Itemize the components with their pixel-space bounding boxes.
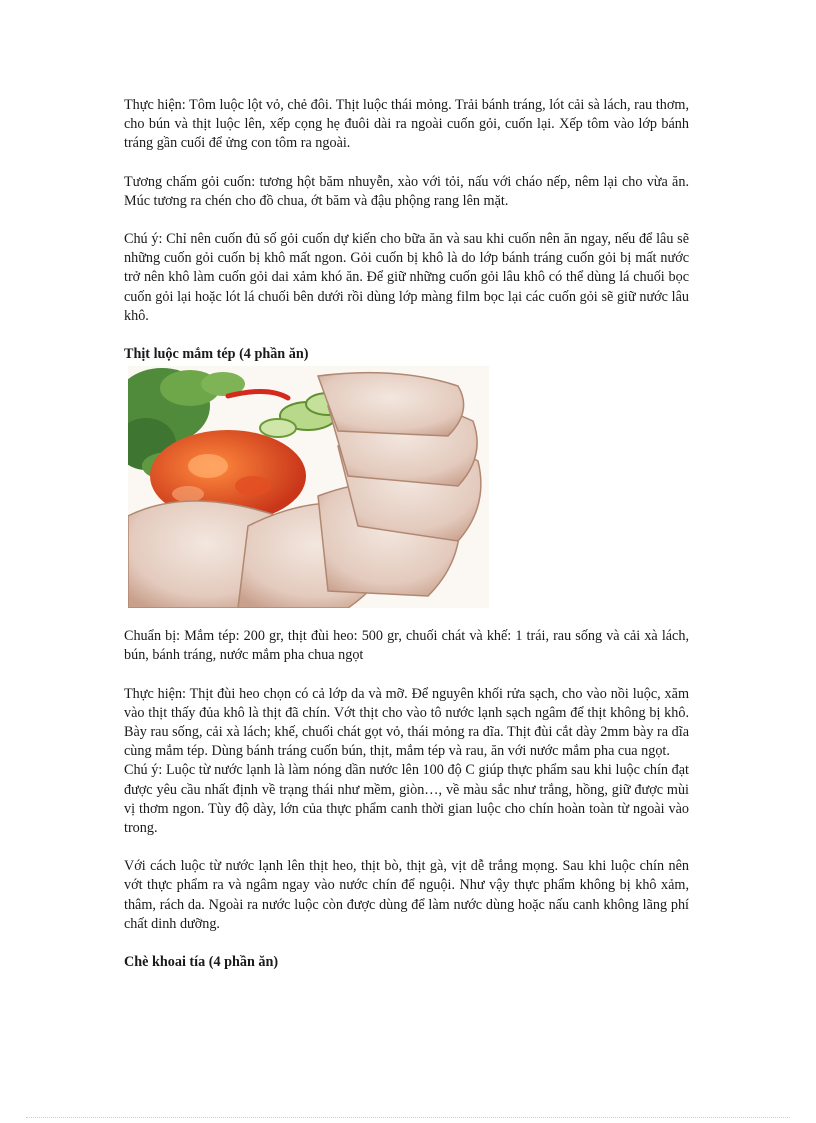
boiled-pork-illustration [128,366,489,608]
recipe-title-thit-luoc: Thịt luộc mắm tép (4 phần ăn) [124,346,309,363]
intro-paragraph-3: Chú ý: Chỉ nên cuốn đủ số gỏi cuốn dự kiến cho bữa ăn và sau khi cuốn nên ăn ngay, nếu để lâu sẽ những cuốn gỏi cuốn bị khô mất ngon. Gỏi cuốn bị khô là do lớp bánh tráng cuốn gỏi bị mất nước trở nên khô làm cuốn gỏi dai xảm khó ăn. Để giữ những cuốn gỏi lâu khô có thể dùng lá chuối bọc cuốn gỏi lại hoặc lót lá chuối bên dưới rồi dùng lớp màng film bọc lại các cuốn gỏi sẽ giữ nước lâu khô. [124,231,689,324]
recipe-title-che-khoai-tia: Chè khoai tía (4 phần ăn) [124,954,279,971]
page-bottom-rule [26,1117,790,1118]
recipe-steps: Thực hiện: Thịt đùi heo chọn có cả lớp da và mỡ. Để nguyên khối rửa sạch, cho vào nồi luộc, xăm vào thịt thấy đủa khô là thịt đã chín. Vớt thịt cho vào tô nước lạnh sạch ngâm để thịt không bị khô. Bày rau sống, cải xà lách; khế, chuối chát gọt vỏ, thái mỏng ra dĩa. Thịt đùi cắt dày 2mm bày ra dĩa cùng mắm tép. Dùng bánh tráng cuốn bún, thịt, mắm tép và rau, ăn với nước mắm pha cua ngọt. [124,685,689,760]
recipe-note: Chú ý: Luộc từ nước lạnh là làm nóng dần nước lên 100 độ C giúp thực phẩm sau khi luộc chín đạt được yêu cầu nhất định về trạng thái như mềm, giòn…, về màu sắc như trắng, hồng, giữ được mùi vị thơm ngon. Tùy độ dày, lớn của thực phẩm canh thời gian luộc cho chín hoàn toàn từ ngoài vào trong. [124,762,689,837]
recipe-ingredients: Chuẩn bị: Mắm tép: 200 gr, thịt đùi heo: 500 gr, chuối chát và khế: 1 trái, rau sống và cải xà lách, bún, bánh tráng, nước mắm pha chua ngọt [124,628,689,664]
intro-paragraph-2: Tương chấm gỏi cuốn: tương hột băm nhuyễn, xào với tỏi, nấu với cháo nếp, nêm lại cho vừa ăn. Múc tương ra chén cho đồ chua, ớt băm và đậu phộng rang lên mặt. [124,173,689,209]
intro-paragraph-1: Thực hiện: Tôm luộc lột vỏ, chẻ đôi. Thịt luộc thái mỏng. Trải bánh tráng, lót cải sà lách, rau thơm, cho bún và thịt luộc lên, xếp cọng hẹ đuôi dài ra ngoài cuốn gỏi, cuốn lại. Xếp tôm vào lớp bánh tráng gần cuối để ửng con tôm ra ngoài. [124,97,689,152]
recipe-extra-tip: Với cách luộc từ nước lạnh lên thịt heo, thịt bò, thịt gà, vịt dễ trắng mọng. Sau khi luộc chín nên vớt thực phẩm ra và ngâm ngay vào nước chín để nguội. Như vậy thực phẩm không bị khô xảm, thâm, rách da. Ngoài ra nước luộc còn được dùng để làm nước dùng hoặc nấu canh không lãng phí chất dinh dưỡng. [124,858,689,932]
document-page [124,96,689,972]
boiled-pork-photo [128,366,489,608]
